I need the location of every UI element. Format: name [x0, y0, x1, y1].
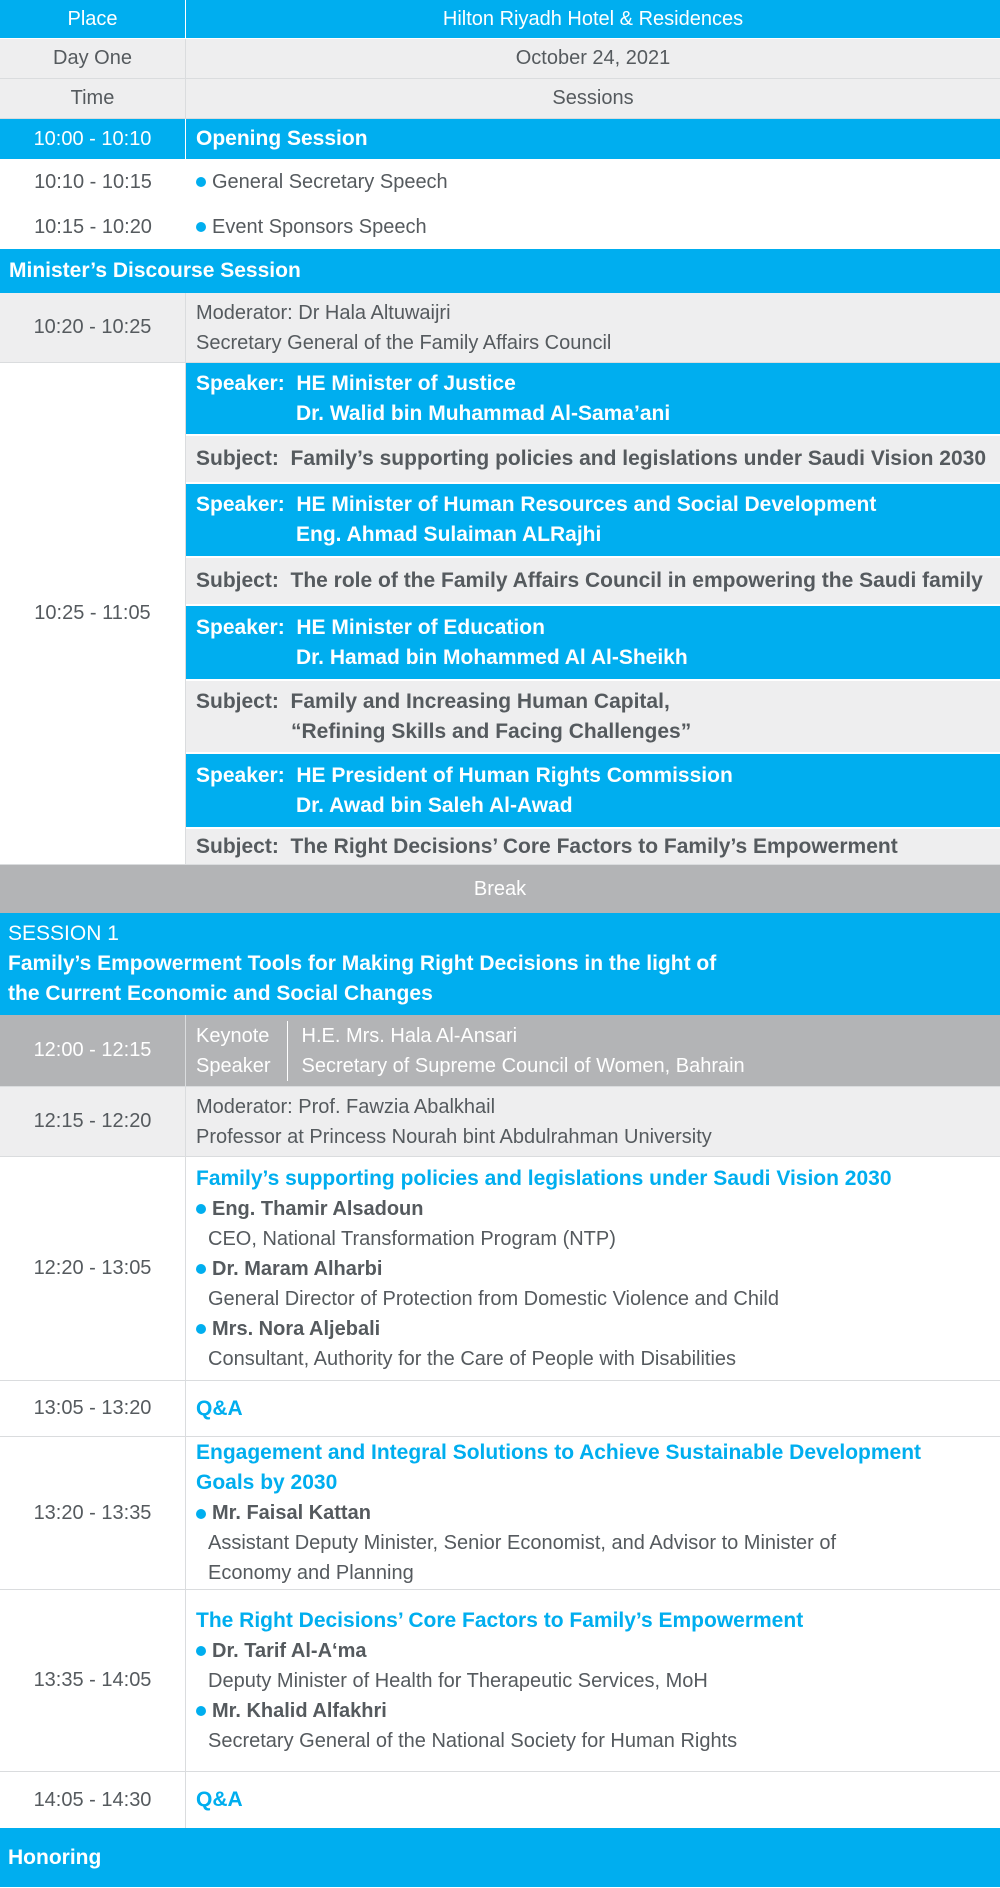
panel1-title: Family’s supporting policies and legislations under Saudi Vision 2030 — [196, 1166, 892, 1190]
minister-moderator-row — [0, 293, 1000, 363]
keynote-label: Keynote — [196, 1024, 270, 1047]
opening-title: Opening Session — [196, 127, 368, 150]
subject-text: Family and Increasing Human Capital, — [290, 689, 670, 713]
opening-item-time: 10:10 - 10:15 — [34, 170, 152, 193]
panelist-name: Mrs. Nora Aljebali — [212, 1317, 381, 1340]
panelist-name: Mr. Khalid Alfakhri — [212, 1699, 387, 1722]
panelist — [196, 1696, 990, 1726]
panelist-name: Dr. Maram Alharbi — [212, 1257, 383, 1280]
subject-label: Subject: — [196, 834, 279, 858]
speaker-name: Eng. Ahmad Sulaiman ALRajhi — [296, 523, 602, 546]
day-row — [0, 39, 1000, 79]
place-row — [0, 0, 1000, 39]
session1-moderator — [186, 1087, 1000, 1156]
panelist-role: CEO, National Transformation Program (NTP) — [208, 1227, 616, 1250]
day-label: Day One — [0, 39, 186, 78]
qa1-label: Q&A — [196, 1396, 243, 1420]
subject-block — [186, 436, 1000, 484]
keynote-row — [0, 1015, 1000, 1087]
keynote-time: 12:00 - 12:15 — [0, 1015, 186, 1086]
opening-session-row — [0, 119, 1000, 159]
panelist-role: Deputy Minister of Health for Therapeutic Services, MoH — [208, 1669, 708, 1692]
speaker-label: Speaker: — [196, 763, 285, 787]
subject-text: The Right Decisions’ Core Factors to Family’s Empowerment — [290, 834, 898, 858]
speaker-block — [186, 606, 1000, 681]
day-value: October 24, 2021 — [515, 47, 671, 69]
panel1-row — [0, 1157, 1000, 1381]
minister-session-header — [0, 249, 1000, 293]
minister-talks-time: 10:25 - 11:05 — [0, 363, 186, 864]
time-header: Time — [0, 79, 186, 118]
subject-block — [186, 829, 1000, 864]
speaker-title: HE President of Human Rights Commission — [296, 763, 733, 787]
subject-label: Subject: — [196, 447, 279, 470]
moderator-role: Secretary General of the Family Affairs Council — [196, 331, 612, 354]
bullet-icon — [196, 1509, 206, 1519]
honoring-row — [0, 1828, 1000, 1887]
session1-header — [0, 913, 1000, 1015]
opening-item-text: Event Sponsors Speech — [212, 215, 427, 238]
session1-label: SESSION 1 — [8, 922, 119, 945]
keynote-name: H.E. Mrs. Hala Al-Ansari — [301, 1024, 518, 1047]
qa1-time: 13:05 - 13:20 — [0, 1381, 186, 1436]
opening-item-row — [0, 205, 1000, 249]
qa2-label: Q&A — [196, 1788, 243, 1811]
moderator-role: Professor at Princess Nourah bint Abdulrahman University — [196, 1125, 712, 1148]
honoring-label: Honoring — [8, 1845, 102, 1869]
panel1-time: 12:20 - 13:05 — [0, 1157, 186, 1380]
panel3-title: The Right Decisions’ Core Factors to Family’s Empowerment — [196, 1608, 804, 1632]
opening-item — [186, 205, 1000, 249]
bullet-icon — [196, 1264, 206, 1274]
session1-moderator-row — [0, 1087, 1000, 1157]
session1-moderator-time: 12:15 - 12:20 — [0, 1087, 186, 1156]
session1-title: Family’s Empowerment Tools for Making Right Decisions in the light of — [8, 952, 717, 975]
session1-title-line2: the Current Economic and Social Changes — [8, 982, 433, 1005]
panel3-time: 13:35 - 14:05 — [0, 1590, 186, 1771]
opening-item-row — [0, 159, 1000, 205]
subject-label: Subject: — [196, 689, 279, 713]
place-value: Hilton Riyadh Hotel & Residences — [442, 7, 744, 30]
speaker-label: Speaker: — [196, 615, 285, 639]
panelist — [196, 1636, 990, 1666]
panel3-row — [0, 1590, 1000, 1772]
bullet-icon — [196, 1706, 206, 1716]
panelist — [196, 1498, 990, 1528]
panel2-time: 13:20 - 13:35 — [0, 1437, 186, 1589]
bullet-icon — [196, 222, 206, 232]
minister-session-title: Minister’s Discourse Session — [9, 259, 301, 282]
qa2-row — [0, 1772, 1000, 1828]
opening-item-time: 10:15 - 10:20 — [34, 215, 152, 238]
bullet-icon — [196, 1324, 206, 1334]
panel2-row — [0, 1437, 1000, 1590]
subject-text: The role of the Family Affairs Council in empowering the Saudi family — [290, 569, 983, 592]
subject-label: Subject: — [196, 569, 279, 592]
speaker-block — [186, 363, 1000, 436]
minister-moderator-time: 10:20 - 10:25 — [0, 293, 186, 362]
speaker-label: Speaker: — [196, 371, 285, 395]
panelist — [196, 1314, 990, 1344]
panelist-name: Eng. Thamir Alsadoun — [212, 1197, 424, 1220]
place-label: Place — [0, 0, 186, 38]
qa2-time: 14:05 - 14:30 — [0, 1772, 186, 1828]
time-header-row — [0, 79, 1000, 119]
break-row — [0, 865, 1000, 913]
keynote-label-cell — [186, 1015, 755, 1086]
panel2-title-line2: Goals by 2030 — [196, 1471, 338, 1494]
panel1 — [186, 1157, 1000, 1380]
minister-moderator — [186, 293, 1000, 362]
keynote-label-line2: Speaker — [196, 1054, 271, 1077]
subject-block — [186, 558, 1000, 606]
keynote-role: Secretary of Supreme Council of Women, Bahrain — [301, 1054, 745, 1077]
panelist-role: Consultant, Authority for the Care of People with Disabilities — [208, 1347, 737, 1370]
moderator-name: Moderator: Prof. Fawzia Abalkhail — [196, 1095, 496, 1118]
speaker-block — [186, 754, 1000, 829]
speaker-title: HE Minister of Education — [296, 615, 545, 639]
subject-text: Family’s supporting policies and legislations under Saudi Vision 2030 — [290, 447, 987, 470]
speaker-label: Speaker: — [196, 493, 285, 516]
panel3 — [186, 1590, 1000, 1771]
panel2-title: Engagement and Integral Solutions to Achieve Sustainable Development — [196, 1441, 922, 1464]
moderator-name: Moderator: Dr Hala Altuwaijri — [196, 301, 451, 324]
subject-text-line2: “Refining Skills and Facing Challenges” — [291, 719, 692, 743]
panelist-name: Dr. Tarif Al-A‘ma — [212, 1639, 367, 1662]
qa1-row — [0, 1381, 1000, 1437]
panelist-role-line2: Economy and Planning — [208, 1562, 414, 1584]
speaker-title: HE Minister of Human Resources and Social Development — [296, 493, 877, 516]
bullet-icon — [196, 1646, 206, 1656]
opening-item-text: General Secretary Speech — [212, 170, 448, 193]
speaker-name: Dr. Walid bin Muhammad Al-Sama’ani — [296, 401, 671, 425]
minister-talks — [186, 363, 1000, 864]
opening-item — [186, 159, 1000, 205]
subject-block — [186, 681, 1000, 754]
panel2 — [186, 1437, 1000, 1589]
panelist — [196, 1254, 990, 1284]
bullet-icon — [196, 177, 206, 187]
sessions-header: Sessions — [552, 87, 634, 109]
panelist-name: Mr. Faisal Kattan — [212, 1502, 371, 1524]
opening-time: 10:00 - 10:10 — [0, 119, 186, 159]
panelist — [196, 1194, 990, 1224]
minister-talks-row — [0, 363, 1000, 865]
speaker-name: Dr. Awad bin Saleh Al-Awad — [296, 793, 573, 817]
panelist-role: Secretary General of the National Society for Human Rights — [208, 1729, 738, 1752]
panelist-role: Assistant Deputy Minister, Senior Economist, and Advisor to Minister of — [208, 1532, 837, 1554]
break-label: Break — [473, 877, 527, 900]
speaker-block — [186, 484, 1000, 558]
bullet-icon — [196, 1204, 206, 1214]
speaker-title: HE Minister of Justice — [296, 371, 516, 395]
panelist-role: General Director of Protection from Domestic Violence and Child — [208, 1287, 779, 1310]
speaker-name: Dr. Hamad bin Mohammed Al Al-Sheikh — [296, 645, 688, 669]
